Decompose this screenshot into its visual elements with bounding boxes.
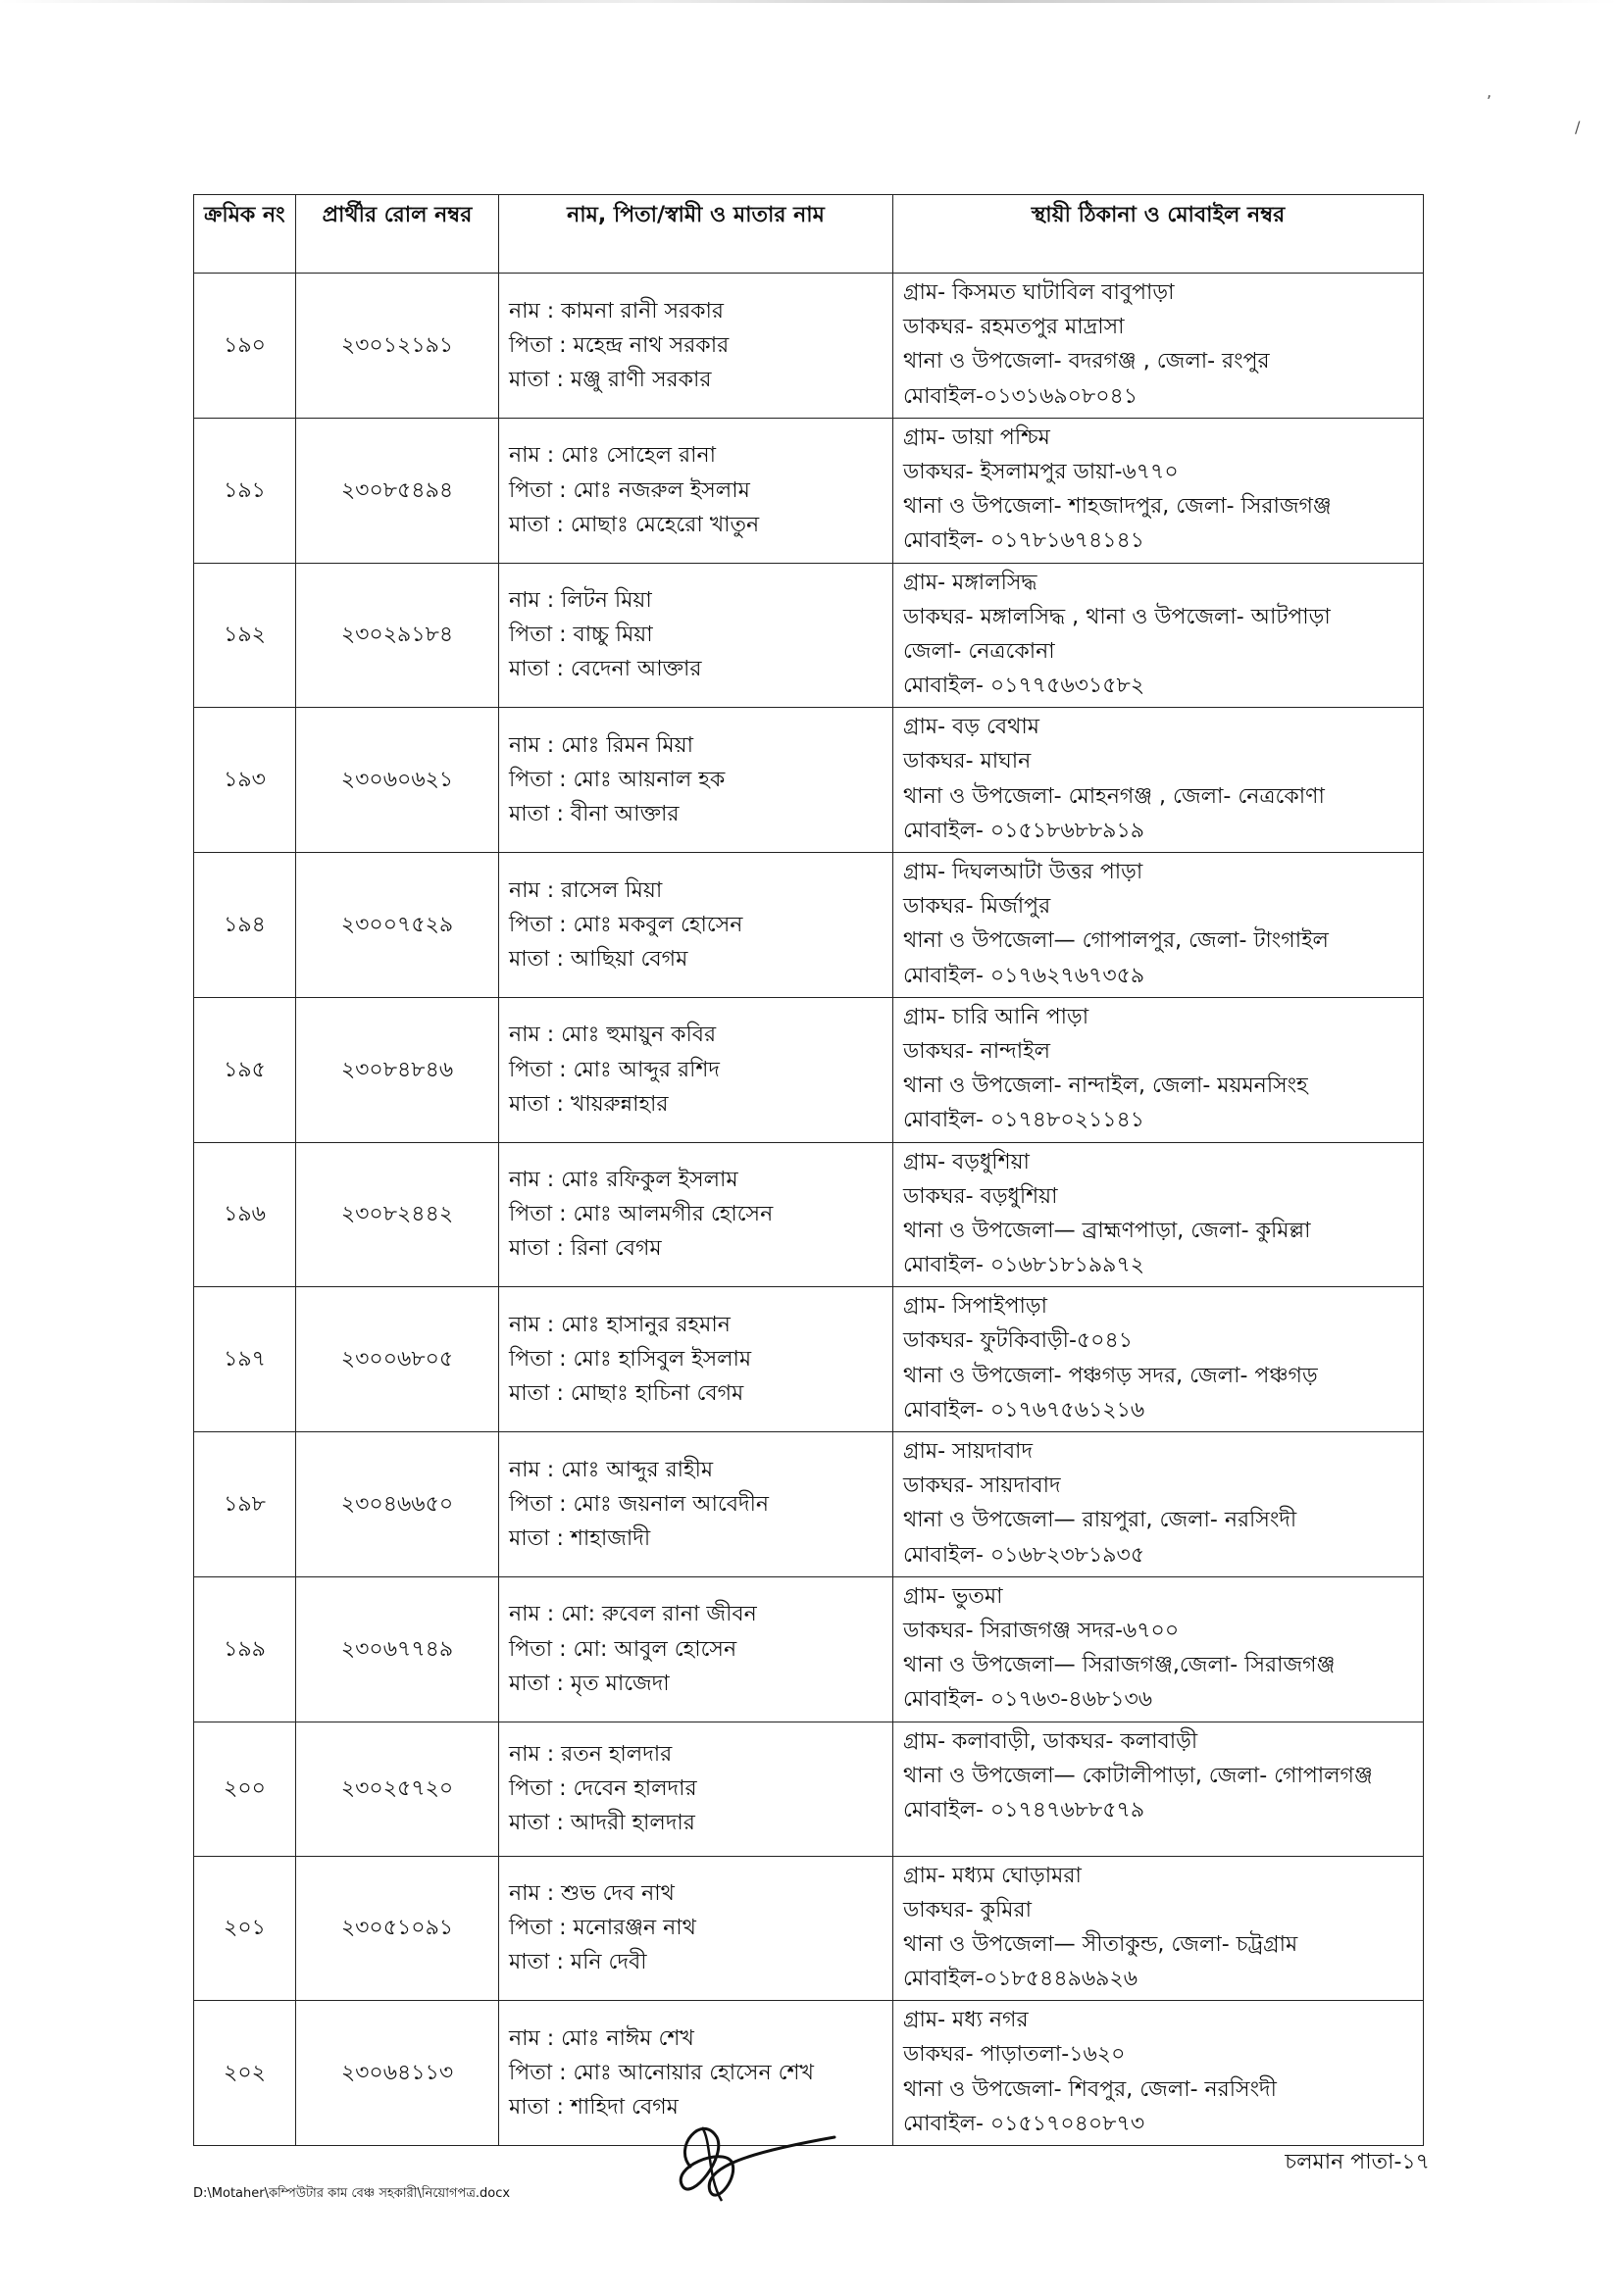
address-line: ডাকঘর- নান্দাইল	[903, 1038, 1050, 1064]
mother-name: মাতা : মঞ্জু রাণী সরকার	[509, 367, 712, 392]
address-line: ডাকঘর- সায়দাবাদ	[903, 1473, 1061, 1499]
father-name: পিতা : মনোরঞ্জন নাথ	[509, 1916, 696, 1941]
address-line: গ্রাম- চারি আনি পাড়া	[903, 1004, 1089, 1029]
roll-cell: ২৩০৬৭৭৪৯	[296, 1576, 499, 1722]
candidate-name: নাম : কামনা রানী সরকার	[509, 298, 725, 324]
roll-cell: ২৩০৮৫৪৯৪	[296, 418, 499, 563]
address-line: গ্রাম- কিসমত ঘাটাবিল বাবুপাড়া	[903, 280, 1175, 305]
address-line: থানা ও উপজেলা- শিবপুর, জেলা- নরসিংদী	[903, 2076, 1277, 2102]
father-name: পিতা : মোঃ আলমগীর হোসেন	[509, 1202, 774, 1227]
candidate-name: নাম : মোঃ রিমন মিয়া	[509, 732, 693, 758]
roll-cell: ২৩০০৬৮০৫	[296, 1287, 499, 1432]
address-line: মোবাইল- ০১৬৮১৮১৯৯৭২	[903, 1253, 1145, 1278]
names-cell	[499, 1722, 893, 1856]
address-cell	[893, 418, 1424, 563]
address-line: গ্রাম- সায়দাবাদ	[903, 1439, 1033, 1464]
serial-cell: ১৯৪	[194, 853, 296, 998]
address-cell	[893, 274, 1424, 419]
table-row	[194, 1576, 1424, 1722]
address-line: ডাকঘর- পাড়াতলা-১৬২০	[903, 2042, 1126, 2068]
names-cell	[499, 1576, 893, 1722]
mother-name: মাতা : মৃত মাজেদা	[509, 1671, 670, 1696]
address-cell	[893, 997, 1424, 1142]
address-line: গ্রাম- কলাবাড়ী, ডাকঘর- কলাবাড়ী	[903, 1728, 1198, 1754]
table-row	[194, 997, 1424, 1142]
address-cell	[893, 1287, 1424, 1432]
address-line: থানা ও উপজেলা- শাহজাদপুর, জেলা- সিরাজগঞ্জ	[903, 494, 1332, 520]
address-line: মোবাইল- ০১৬৮২৩৮১৯৩৫	[903, 1542, 1145, 1568]
address-line: জেলা- নেত্রকোনা	[903, 638, 1055, 664]
address-line: ডাকঘর- ফুটকিবাড়ী-৫০৪১	[903, 1328, 1134, 1354]
serial-cell: ১৯৬	[194, 1142, 296, 1287]
address-line: মোবাইল- ০১৭৮১৬৭৪১৪১	[903, 528, 1145, 554]
table-row	[194, 563, 1424, 708]
address-line: থানা ও উপজেলা— সিরাজগঞ্জ,জেলা- সিরাজগঞ্জ	[903, 1653, 1336, 1678]
address-line: থানা ও উপজেলা- বদরগঞ্জ , জেলা- রংপুর	[903, 349, 1270, 374]
father-name: পিতা : মোঃ হাসিবুল ইসলাম	[509, 1347, 752, 1373]
stray-mark: /	[1575, 118, 1581, 136]
address-line: মোবাইল- ০১৫১৮৬৮৮৯১৯	[903, 818, 1145, 843]
address-line: থানা ও উপজেলা— কোটালীপাড়া, জেলা- গোপালগঞ্জ	[903, 1763, 1373, 1788]
address-line: মোবাইল- ০১৭৬৭৫৬১২১৬	[903, 1397, 1145, 1423]
father-name: পিতা : মহেন্দ্র নাথ সরকার	[509, 332, 730, 358]
mother-name: মাতা : বীনা আক্তার	[509, 802, 680, 827]
names-cell	[499, 563, 893, 708]
address-line: ডাকঘর- সিরাজগঞ্জ সদর-৬৭০০	[903, 1618, 1180, 1643]
serial-cell: ১৯৯	[194, 1576, 296, 1722]
table-row	[194, 274, 1424, 419]
address-cell	[893, 1432, 1424, 1577]
address-line: গ্রাম- মধ্য নগর	[903, 2008, 1029, 2033]
table-row	[194, 1856, 1424, 2001]
roll-cell: ২৩০৬০৬২১	[296, 708, 499, 853]
serial-cell: ১৯১	[194, 418, 296, 563]
header-serial: ক্রমিক নং	[194, 195, 296, 274]
roll-cell: ২৩০৬৪১১৩	[296, 2001, 499, 2146]
names-cell	[499, 418, 893, 563]
serial-cell: ১৯৫	[194, 997, 296, 1142]
roll-cell: ২৩০২৯১৮৪	[296, 563, 499, 708]
address-line: থানা ও উপজেলা— সীতাকুন্ড, জেলা- চট্রগ্রাম	[903, 1931, 1298, 1957]
candidate-name: নাম : মোঃ নাঈম শেখ	[509, 2025, 694, 2051]
address-cell	[893, 1142, 1424, 1287]
address-cell	[893, 2001, 1424, 2146]
address-line: গ্রাম- দিঘলআটা উত্তর পাড়া	[903, 860, 1143, 884]
serial-cell: ২০১	[194, 1856, 296, 2001]
roll-cell: ২৩০২৫৭২০	[296, 1722, 499, 1856]
address-line: থানা ও উপজেলা- পঞ্চগড় সদর, জেলা- পঞ্চগড়	[903, 1363, 1318, 1388]
address-line: থানা ও উপজেলা— ব্রাহ্মণপাড়া, জেলা- কুমিল্লা	[903, 1218, 1311, 1243]
header-names: নাম, পিতা/স্বামী ও মাতার নাম	[499, 195, 893, 274]
address-line: মোবাইল- ০১৭৬২৭৬৭৩৫৯	[903, 963, 1145, 988]
table-row	[194, 1142, 1424, 1287]
address-line: মোবাইল- ০১৭৭৫৬৩১৫৮২	[903, 674, 1145, 699]
address-line: ডাকঘর- মাঘান	[903, 749, 1032, 774]
roll-cell: ২৩০৪৬৬৫০	[296, 1432, 499, 1577]
mother-name: মাতা : মোছাঃ হাচিনা বেগম	[509, 1381, 744, 1407]
candidate-name: নাম : মোঃ হাসানুর রহমান	[509, 1312, 731, 1337]
address-line: গ্রাম- বড় বেথাম	[903, 715, 1039, 740]
mother-name: মাতা : শাহাজাদী	[509, 1525, 651, 1551]
address-line: ডাকঘর- মির্জাপুর	[903, 894, 1051, 920]
header-address: স্থায়ী ঠিকানা ও মোবাইল নম্বর	[893, 195, 1424, 274]
address-cell	[893, 1722, 1424, 1856]
names-cell	[499, 708, 893, 853]
table-header-row	[194, 195, 1424, 274]
names-cell	[499, 853, 893, 998]
stray-mark: ,	[1487, 82, 1492, 101]
mother-name: মাতা : রিনা বেগম	[509, 1236, 662, 1262]
table-row	[194, 1432, 1424, 1577]
serial-cell: ২০০	[194, 1722, 296, 1856]
address-line: থানা ও উপজেলা— রায়পুরা, জেলা- নরসিংদী	[903, 1508, 1297, 1533]
father-name: পিতা : দেবেন হালদার	[509, 1775, 697, 1801]
mother-name: মাতা : বেদেনা আক্তার	[509, 657, 702, 682]
address-line: ডাকঘর- কুমিরা	[903, 1897, 1032, 1922]
address-line: গ্রাম- বড়ধুশিয়া	[903, 1149, 1030, 1174]
address-line: গ্রাম- ডায়া পশ্চিম	[903, 424, 1050, 450]
roll-cell: ২৩০৮৪৮৪৬	[296, 997, 499, 1142]
mother-name: মাতা : খায়রুন্নাহার	[509, 1091, 669, 1117]
candidate-name: নাম : মো: রুবেল রানা জীবন	[509, 1602, 757, 1627]
father-name: পিতা : মোঃ জয়নাল আবেদীন	[509, 1491, 770, 1517]
table-row	[194, 708, 1424, 853]
father-name: পিতা : মোঃ আব্দুর রশিদ	[509, 1057, 720, 1082]
address-line: ডাকঘর- রহমতপুর মাদ্রাসা	[903, 315, 1125, 340]
father-name: পিতা : মোঃ আয়নাল হক	[509, 768, 726, 793]
table-row	[194, 1722, 1424, 1856]
address-line: গ্রাম- মঙ্গালসিদ্ধ	[903, 570, 1037, 595]
father-name: পিতা : মোঃ আনোয়ার হোসেন শেখ	[509, 2061, 814, 2086]
table-row	[194, 853, 1424, 998]
serial-cell: ১৯৮	[194, 1432, 296, 1577]
father-name: পিতা : মোঃ নজরুল ইসলাম	[509, 477, 750, 503]
roll-cell: ২৩০০৭৫২৯	[296, 853, 499, 998]
file-path: D:\Motaher\কম্পিউটার কাম বেঞ্চ সহকারী\নিয়োগপত্র.docx	[193, 2186, 511, 2201]
candidate-name: নাম : শুভ দেব নাথ	[509, 1881, 675, 1907]
address-cell	[893, 563, 1424, 708]
mother-name: মাতা : আদরী হালদার	[509, 1811, 695, 1836]
serial-cell: ১৯০	[194, 274, 296, 419]
address-line: থানা ও উপজেলা- মোহনগঞ্জ , জেলা- নেত্রকোণা	[903, 783, 1325, 809]
header-roll: প্রার্থীর রোল নম্বর	[296, 195, 499, 274]
candidate-name: নাম : লিটন মিয়া	[509, 588, 652, 614]
father-name: পিতা : বাচ্চু মিয়া	[509, 623, 653, 648]
table-row	[194, 418, 1424, 563]
serial-cell: ১৯২	[194, 563, 296, 708]
mother-name: মাতা : মোছাঃ মেহেরো খাতুন	[509, 512, 760, 537]
address-line: মোবাইল-০১৮৫৪৪৯৬৯২৬	[903, 1967, 1138, 1992]
names-cell	[499, 1856, 893, 2001]
father-name: পিতা : মো: আবুল হোসেন	[509, 1636, 737, 1662]
serial-cell: ১৯৩	[194, 708, 296, 853]
roll-cell: ২৩০৫১০৯১	[296, 1856, 499, 2001]
names-cell	[499, 1287, 893, 1432]
address-cell	[893, 1856, 1424, 2001]
address-line: মোবাইল- ০১৭৪৭৬৮৮৫৭৯	[903, 1797, 1145, 1822]
mother-name: মাতা : মনি দেবী	[509, 1950, 647, 1975]
candidate-name: নাম : মোঃ সোহেল রানা	[509, 443, 716, 469]
mother-name: মাতা : শাহিদা বেগম	[509, 2095, 679, 2121]
address-line: মোবাইল- ০১৫১৭০৪০৮৭৩	[903, 2111, 1145, 2136]
candidate-name: নাম : রতন হালদার	[509, 1741, 673, 1767]
address-line: গ্রাম- সিপাইপাড়া	[903, 1294, 1047, 1320]
serial-cell: ১৯৭	[194, 1287, 296, 1432]
address-line: থানা ও উপজেলা— গোপালপুর, জেলা- টাংগাইল	[903, 928, 1329, 954]
address-line: মোবাইল- ০১৭৪৮০২১১৪১	[903, 1108, 1145, 1133]
mother-name: মাতা : আছিয়া বেগম	[509, 946, 688, 972]
roll-cell: ২৩০১২১৯১	[296, 274, 499, 419]
address-line: থানা ও উপজেলা- নান্দাইল, জেলা- ময়মনসিংহ	[903, 1073, 1308, 1099]
candidate-table	[193, 194, 1424, 2146]
candidate-name: নাম : মোঃ হুমায়ুন কবির	[509, 1023, 717, 1048]
serial-cell: ২০২	[194, 2001, 296, 2146]
address-line: ডাকঘর- ইসলামপুর ডায়া-৬৭৭০	[903, 459, 1179, 484]
names-cell	[499, 1432, 893, 1577]
candidate-name: নাম : রাসেল মিয়া	[509, 877, 663, 903]
address-cell	[893, 1576, 1424, 1722]
address-line: মোবাইল-০১৩১৬৯০৮০৪১	[903, 383, 1138, 409]
address-cell	[893, 853, 1424, 998]
candidate-name: নাম : মোঃ রফিকুল ইসলাম	[509, 1168, 738, 1193]
signature	[663, 2108, 839, 2216]
candidate-name: নাম : মোঃ আব্দুর রাহীম	[509, 1457, 714, 1482]
table-row	[194, 1287, 1424, 1432]
names-cell	[499, 1142, 893, 1287]
address-line: গ্রাম- ভুতমা	[903, 1583, 1003, 1609]
scan-edge	[0, 0, 1618, 3]
names-cell	[499, 997, 893, 1142]
address-line: গ্রাম- মধ্যম ঘোড়ামরা	[903, 1863, 1082, 1888]
address-cell	[893, 708, 1424, 853]
roll-cell: ২৩০৮২৪৪২	[296, 1142, 499, 1287]
address-line: মোবাইল- ০১৭৬৩-৪৬৮১৩৬	[903, 1687, 1153, 1713]
father-name: পিতা : মোঃ মকবুল হোসেন	[509, 912, 743, 937]
address-line: ডাকঘর- মঙ্গালসিদ্ধ , থানা ও উপজেলা- আটপাড়া	[903, 604, 1331, 629]
names-cell	[499, 274, 893, 419]
address-line: ডাকঘর- বড়ধুশিয়া	[903, 1183, 1058, 1209]
page-number: চলমান পাতা-১৭	[1285, 2150, 1430, 2174]
